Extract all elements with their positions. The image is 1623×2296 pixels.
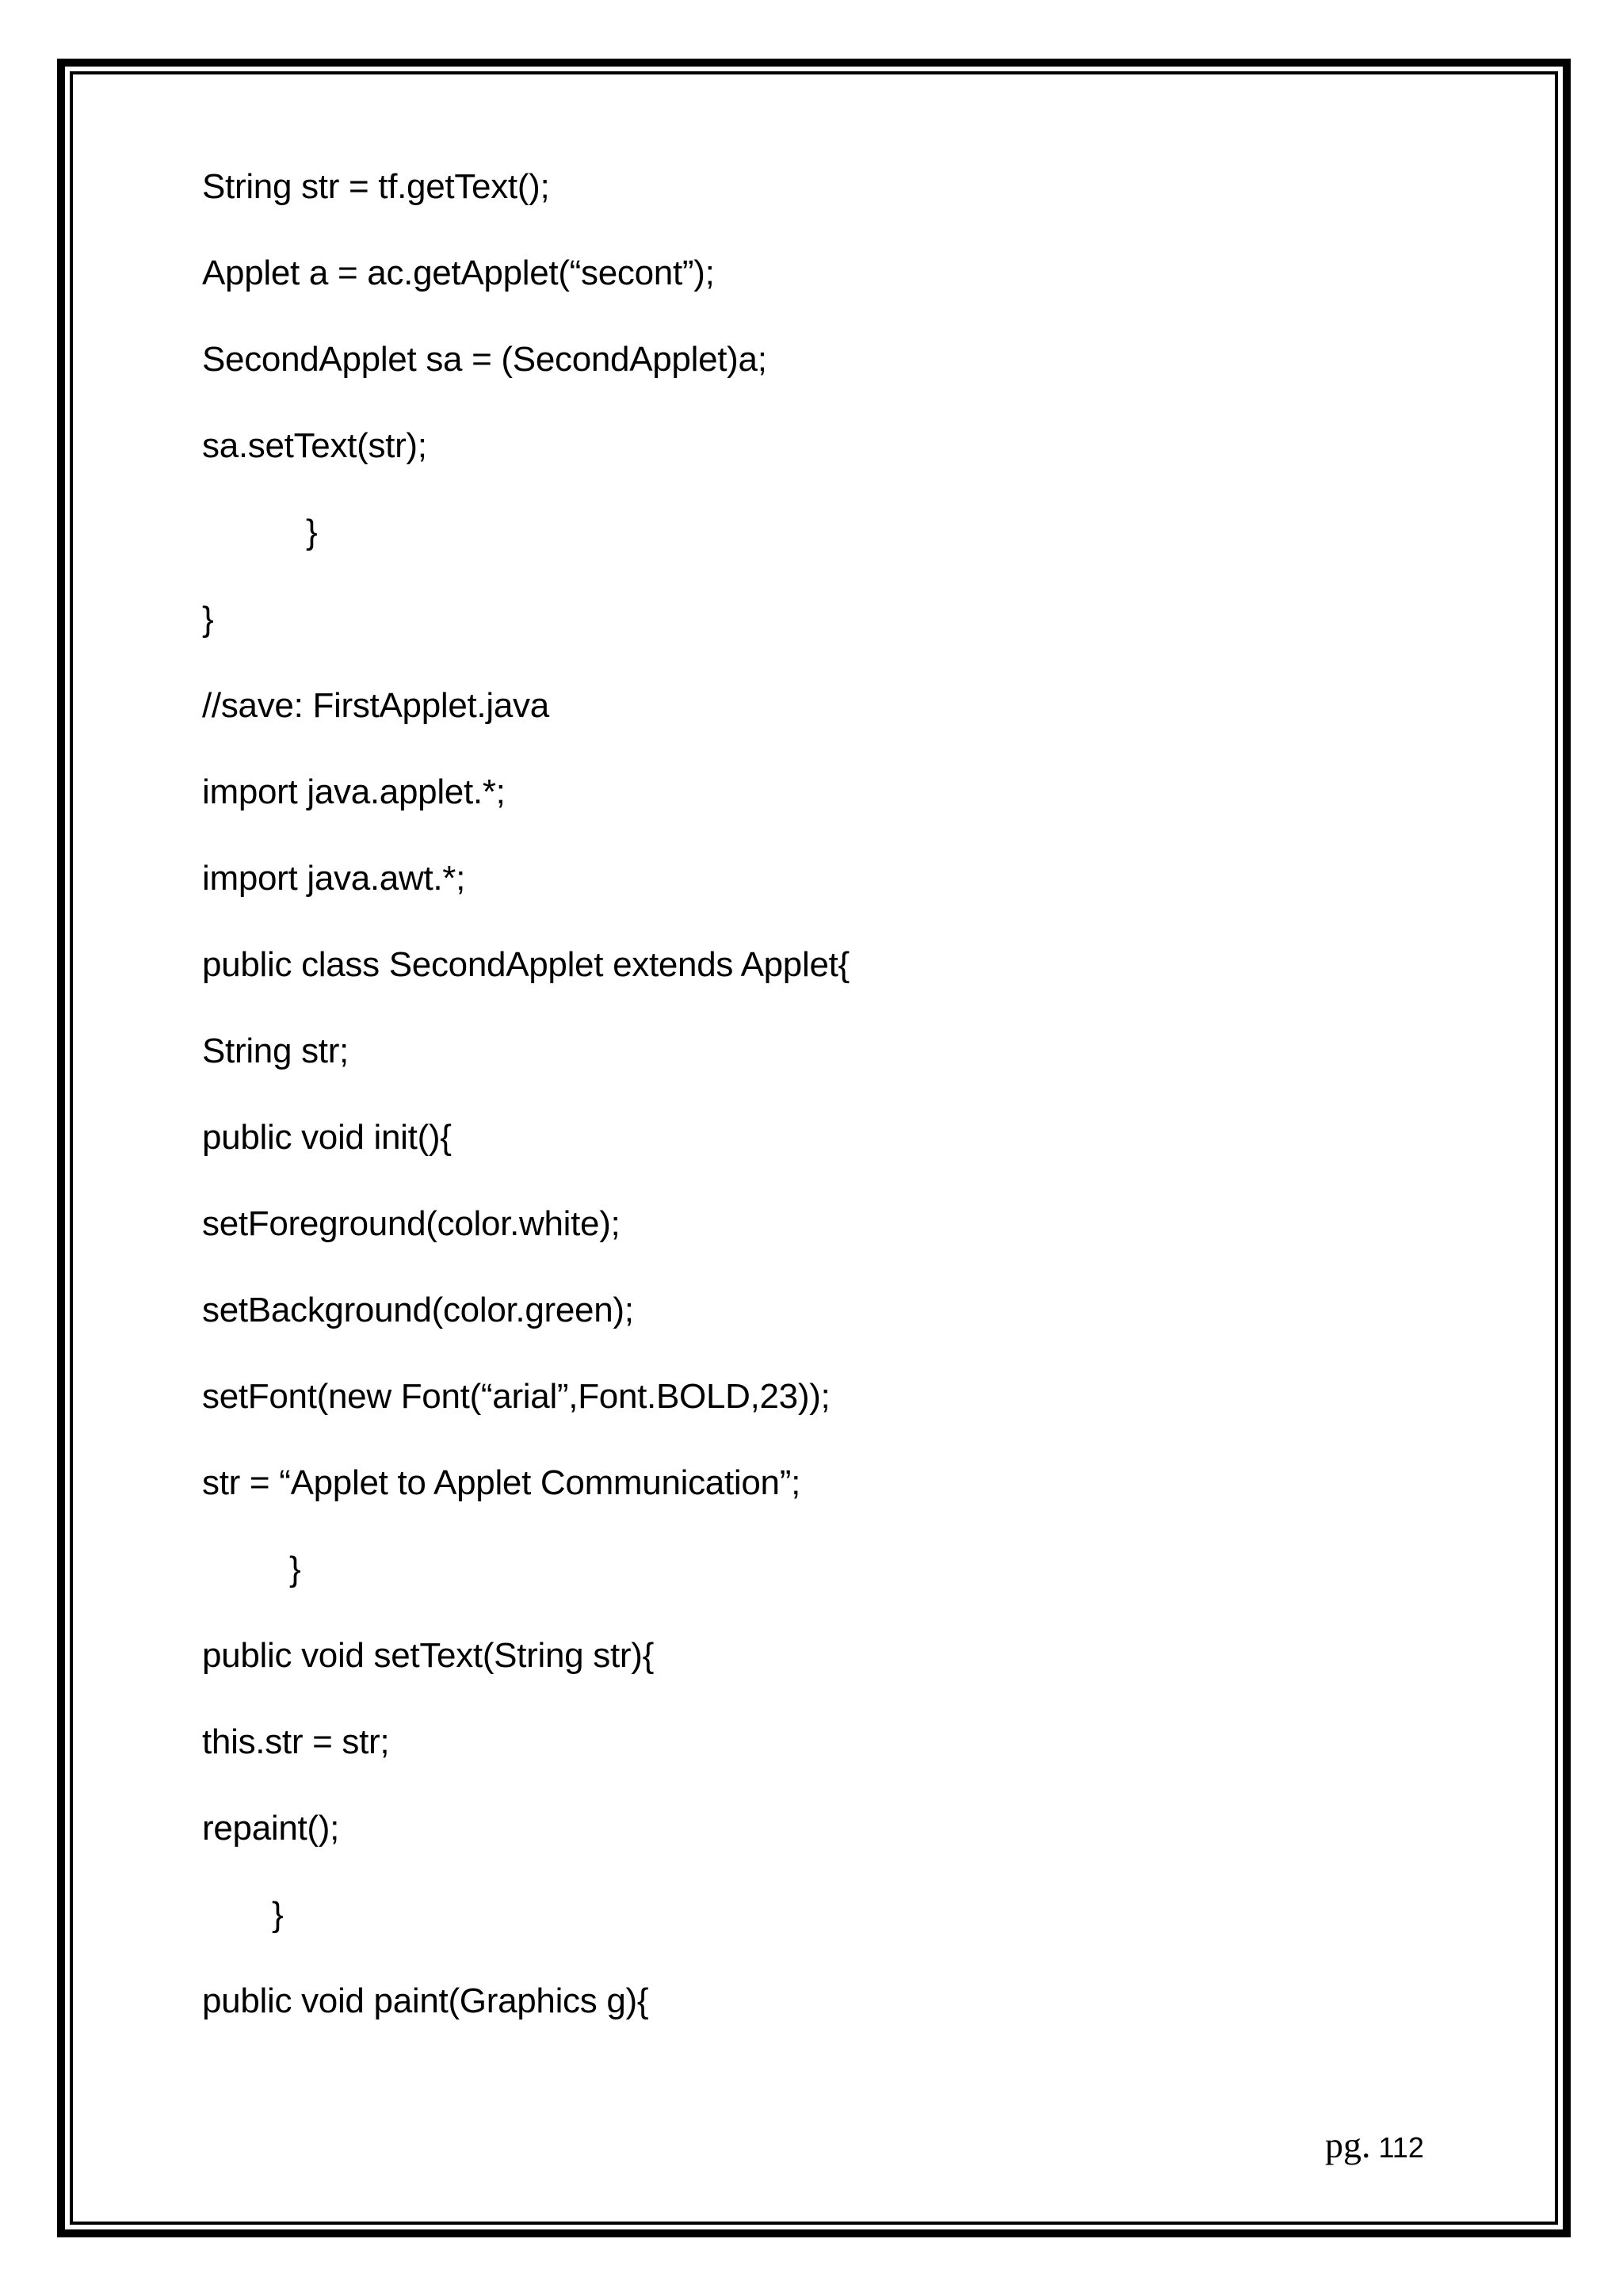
code-line: setForeground(color.white); — [202, 1204, 621, 1243]
code-line: setBackground(color.green); — [202, 1291, 634, 1329]
code-line: SecondApplet sa = (SecondApplet)a; — [202, 340, 767, 379]
code-line: this.str = str; — [202, 1722, 390, 1761]
code-line: } — [272, 1895, 284, 1934]
page-number-label: pg. — [1325, 2125, 1371, 2165]
code-line: String str; — [202, 1032, 349, 1070]
code-line: public void setText(String str){ — [202, 1636, 654, 1675]
code-line: setFont(new Font(“arial”,Font.BOLD,23)); — [202, 1377, 831, 1416]
code-line: public void paint(Graphics g){ — [202, 1981, 649, 2020]
code-line: Applet a = ac.getApplet(“secont”); — [202, 254, 715, 292]
code-line: String str = tf.getText(); — [202, 167, 550, 206]
code-line: public void init(){ — [202, 1118, 452, 1157]
code-line: import java.applet.*; — [202, 772, 506, 811]
code-line: str = “Applet to Applet Communication”; — [202, 1463, 800, 1502]
code-line: public class SecondApplet extends Applet{ — [202, 945, 850, 984]
code-line: sa.setText(str); — [202, 426, 427, 465]
code-line: repaint(); — [202, 1809, 340, 1848]
page-number: 112 — [1378, 2131, 1424, 2164]
code-line: } — [202, 600, 214, 639]
code-line: //save: FirstApplet.java — [202, 686, 549, 725]
code-line: } — [306, 513, 318, 551]
code-line: } — [289, 1550, 301, 1589]
code-line: import java.awt.*; — [202, 859, 466, 898]
page-footer — [1325, 2122, 1424, 2169]
